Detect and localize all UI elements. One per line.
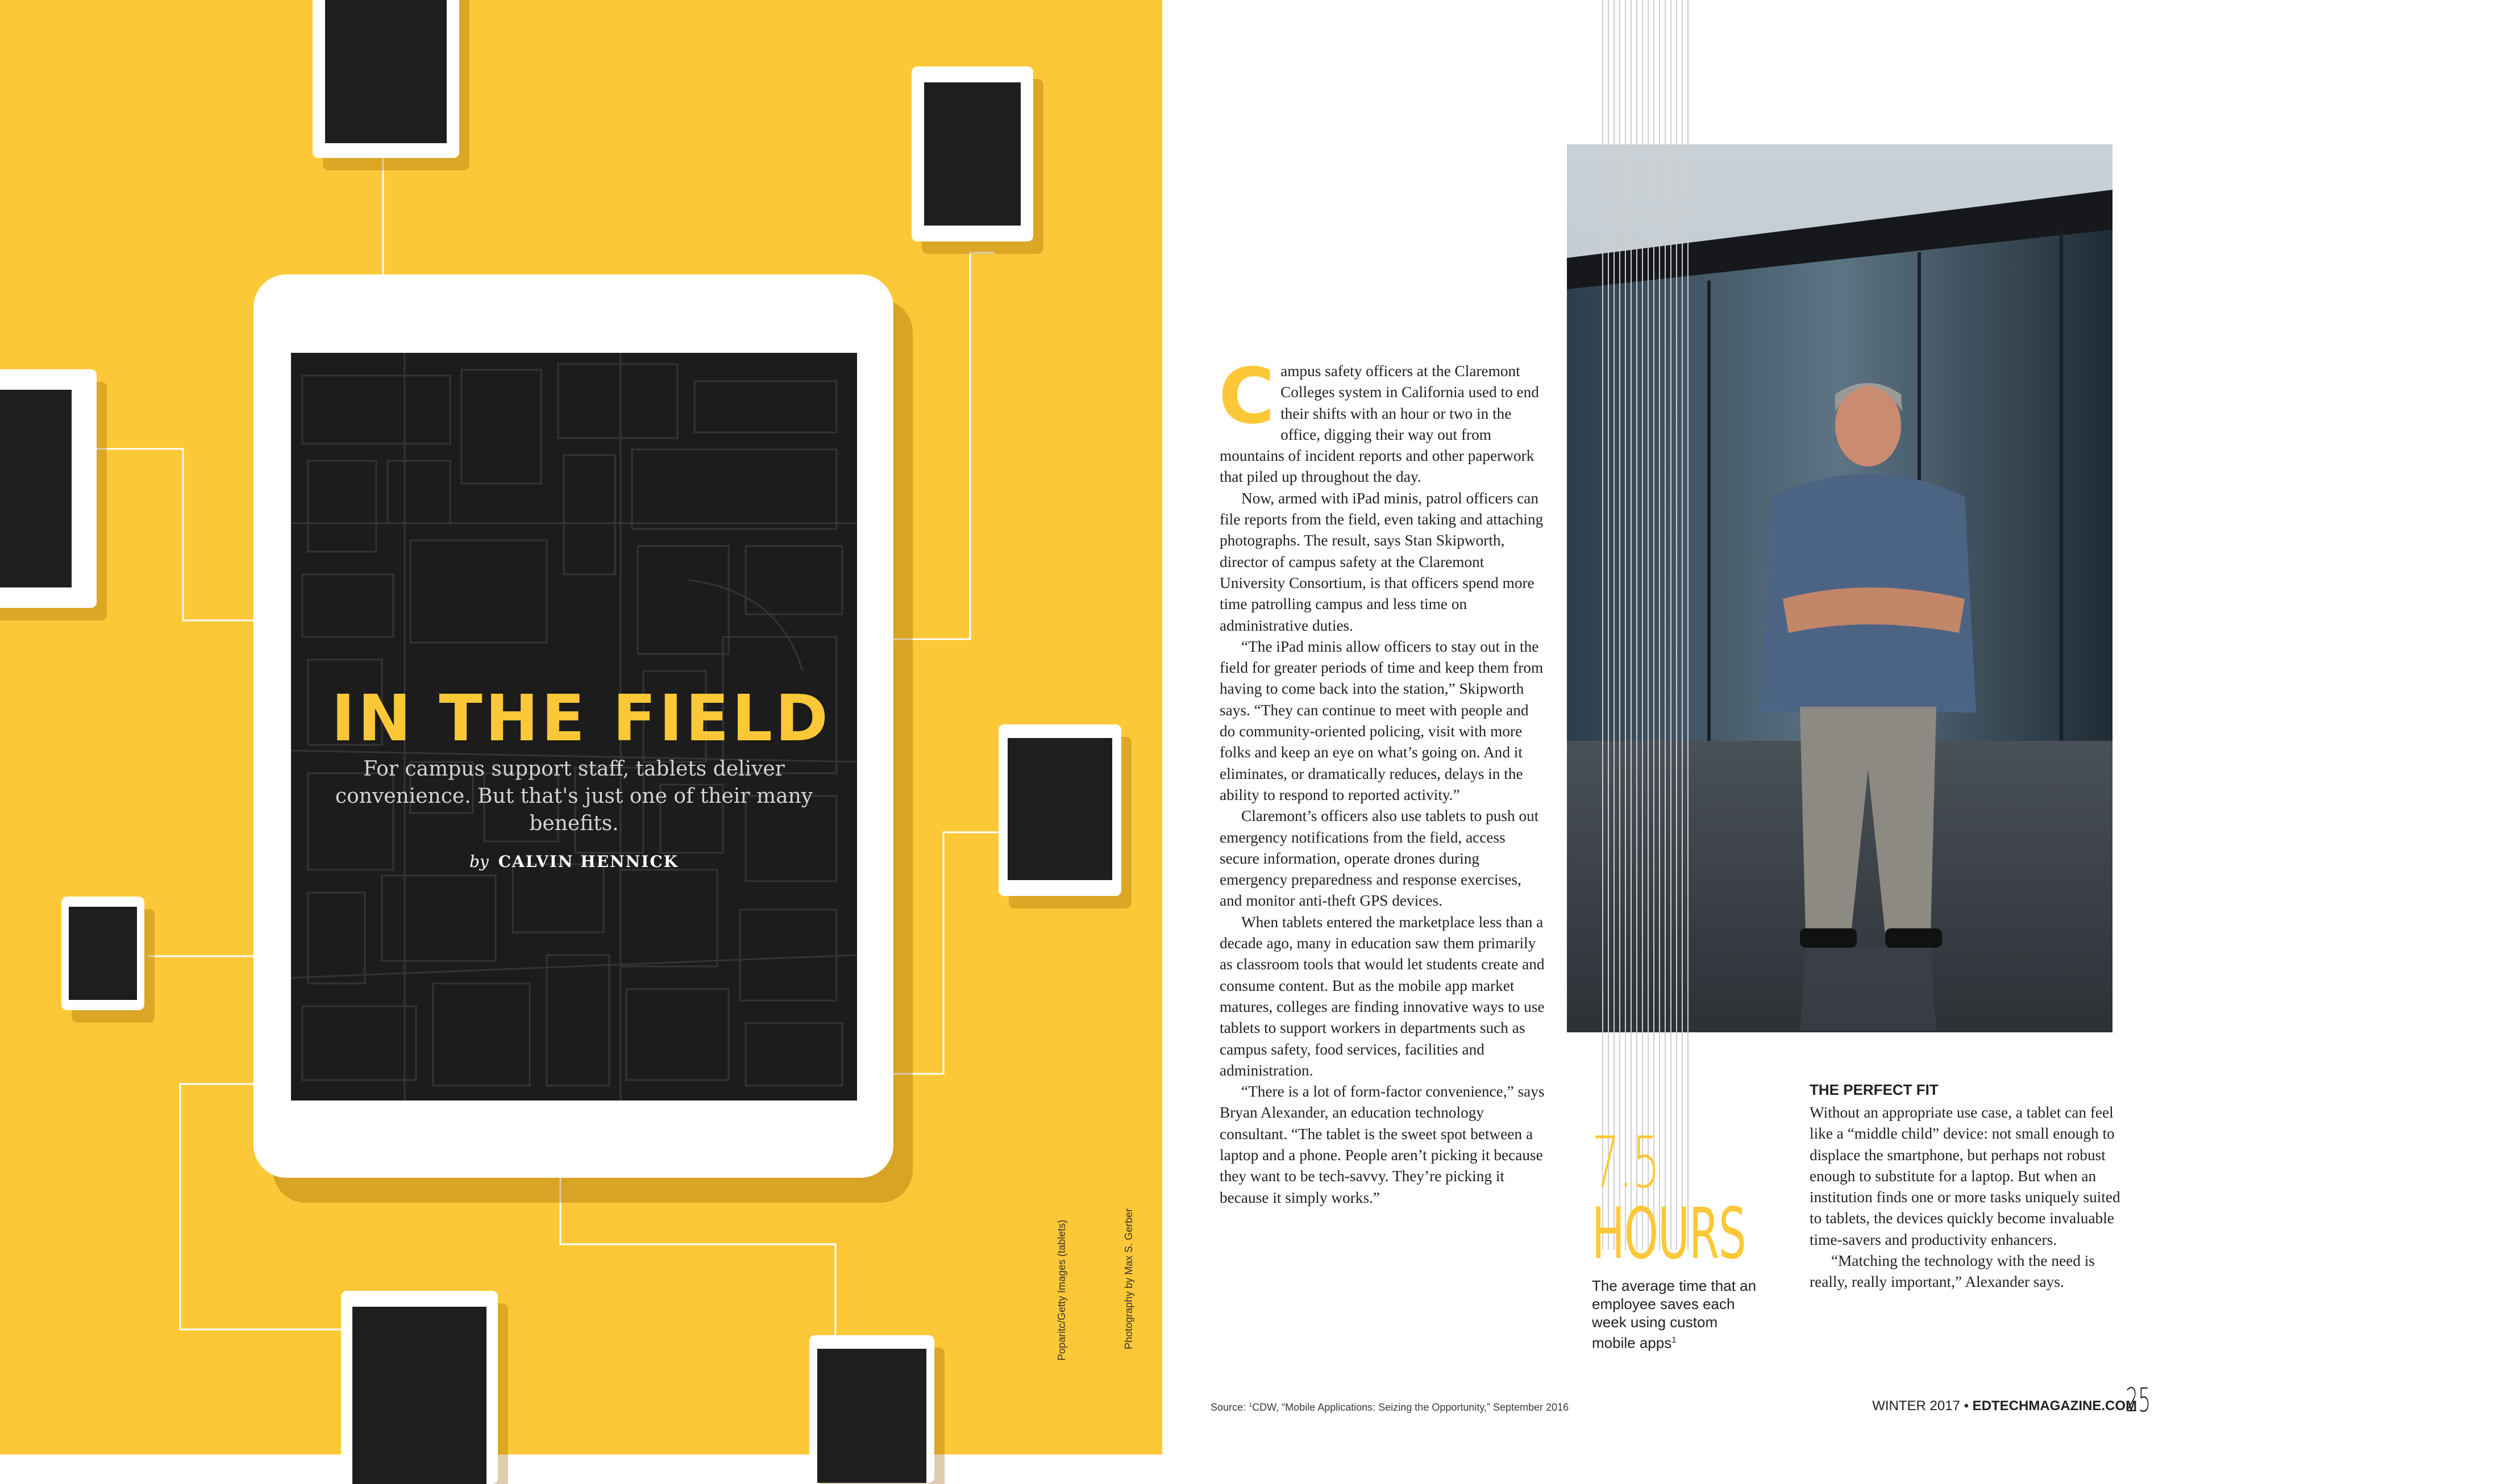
feature-deck: For campus support staff, tablets deliver convenience. But that's just one of their many benefits. — [335, 757, 813, 835]
sidebar-paragraph-1: Without an appropriate use case, a tablet can feel like a “middle child” device: not small enough to displace the smartphone, but perhaps not robust enough to substitute for a laptop. But when an institution finds one or more tasks uniquely suited to tablets, the devices quickly become invaluable time-savers and productivity enhancers. — [1810, 1104, 2120, 1248]
article-paragraph-3: “The iPad minis allow officers to stay out in the field for greater periods of time and keep them from having to come back into the station,” Skipworth says. “They can continue to meet with people and do community-oriented policing, visit with more folks and keep an eye on what’s going on. And it eliminates, or dramatically reduces, delays in the ability to respond to reported activity.” — [1220, 637, 1544, 803]
tablet-screen — [1008, 738, 1112, 880]
tablet-top-right — [912, 66, 1033, 241]
folio — [1853, 1395, 2137, 1418]
article-paragraph-6: “There is a lot of form-factor convenience,” says Bryan Alexander, an education technology consultant. “The tablet is the sweet spot between a laptop and a phone. People aren’t picking it because they want to be tech-savvy. They’re picking it because it simply works.” — [1220, 1083, 1545, 1206]
photo-credit: Photography by Max S. Gerber — [1123, 1208, 1134, 1349]
source-note: Source: $^1$CDW, “Mobile Applications: Seizing the Opportunity,” September 2016 — [1211, 1402, 1569, 1413]
stat-number: 7.5 — [1592, 1122, 1660, 1204]
byline-prefix: by — [469, 852, 489, 871]
stat-unit: HOURS — [1592, 1193, 1746, 1275]
article-paragraph-2: Now, armed with iPad minis, patrol officers can file reports from the field, even taking and attaching photographs. The result, says Stan Skipworth, director of campus safety at the Claremont University Consortium, is that officers spend more time patrolling campus and less time on administrative duties. — [1220, 489, 1544, 634]
tablet-screen — [924, 82, 1021, 226]
tablet-bottom-right — [809, 1335, 934, 1483]
image-credit: Poparitc/Getty Images (tablets) — [1056, 1219, 1067, 1361]
tablet-bottom-left — [341, 1291, 498, 1484]
article-body — [1219, 352, 1545, 1208]
footnote-mark: 1 — [1671, 1335, 1677, 1345]
tablet-mid-left — [61, 897, 144, 1010]
decorative-vertical-lines — [1600, 0, 1714, 1250]
article-paragraph-1: Campus safety officers at the Claremont Colleges system in California used to end their shifts with an hour or two in the office, digging their way out from mountains of incident reports and other paperwork that piled up throughout the day. — [1219, 352, 1539, 486]
left-page-illustration — [0, 0, 1162, 1454]
drop-cap: C — [1219, 352, 1275, 441]
article-paragraph-4: Claremont’s officers also use tablets to push out emergency notifications from the field, access secure information, operate drones during emergency preparedness and response exercises, and monitor anti-theft GPS devices. — [1220, 807, 1539, 910]
right-page — [1162, 0, 2516, 1454]
tablet-top-left — [313, 0, 459, 158]
feature-headline: IN THE FIELD — [331, 682, 831, 756]
tablet-screen — [325, 0, 447, 143]
sidebar-body — [1810, 1102, 2128, 1293]
tablet-screen — [69, 907, 137, 1000]
byline-author: CALVIN HENNICK — [498, 852, 679, 871]
photo-caption: Stan Skipworth of the Claremont University Consortium says that iPad minis cut administrative time, leaving safety officers more time to patrol campus. — [2371, 1015, 2516, 1097]
tablet-screen — [352, 1307, 486, 1484]
byline — [318, 852, 830, 871]
tablet-screen — [817, 1349, 926, 1483]
tablet-screen — [0, 390, 72, 587]
sidebar-paragraph-2: “Matching the technology with the need is really, really important,” Alexander says. — [1810, 1252, 2095, 1291]
sidebar-heading: THE PERFECT FIT — [1810, 1081, 1939, 1098]
site-name: EDTECHMAGAZINE.COM — [1972, 1398, 2137, 1414]
stat-description: The average time that an employee saves each week using custom mobile apps$^1$ — [1592, 1277, 1757, 1352]
folio-separator: • — [1964, 1398, 1969, 1414]
page-number: 25 — [2126, 1381, 2151, 1419]
tablet-left — [0, 369, 97, 608]
issue-label: WINTER 2017 — [1872, 1398, 1960, 1414]
article-paragraph-5: When tablets entered the marketplace less than a decade ago, many in education saw them primarily as classroom tools that would let students create and consume content. But as the mobile app market matures, colleges are finding innovative ways to use tablets to support workers in departments such as campus safety, food services, facilities and administration. — [1220, 913, 1545, 1079]
